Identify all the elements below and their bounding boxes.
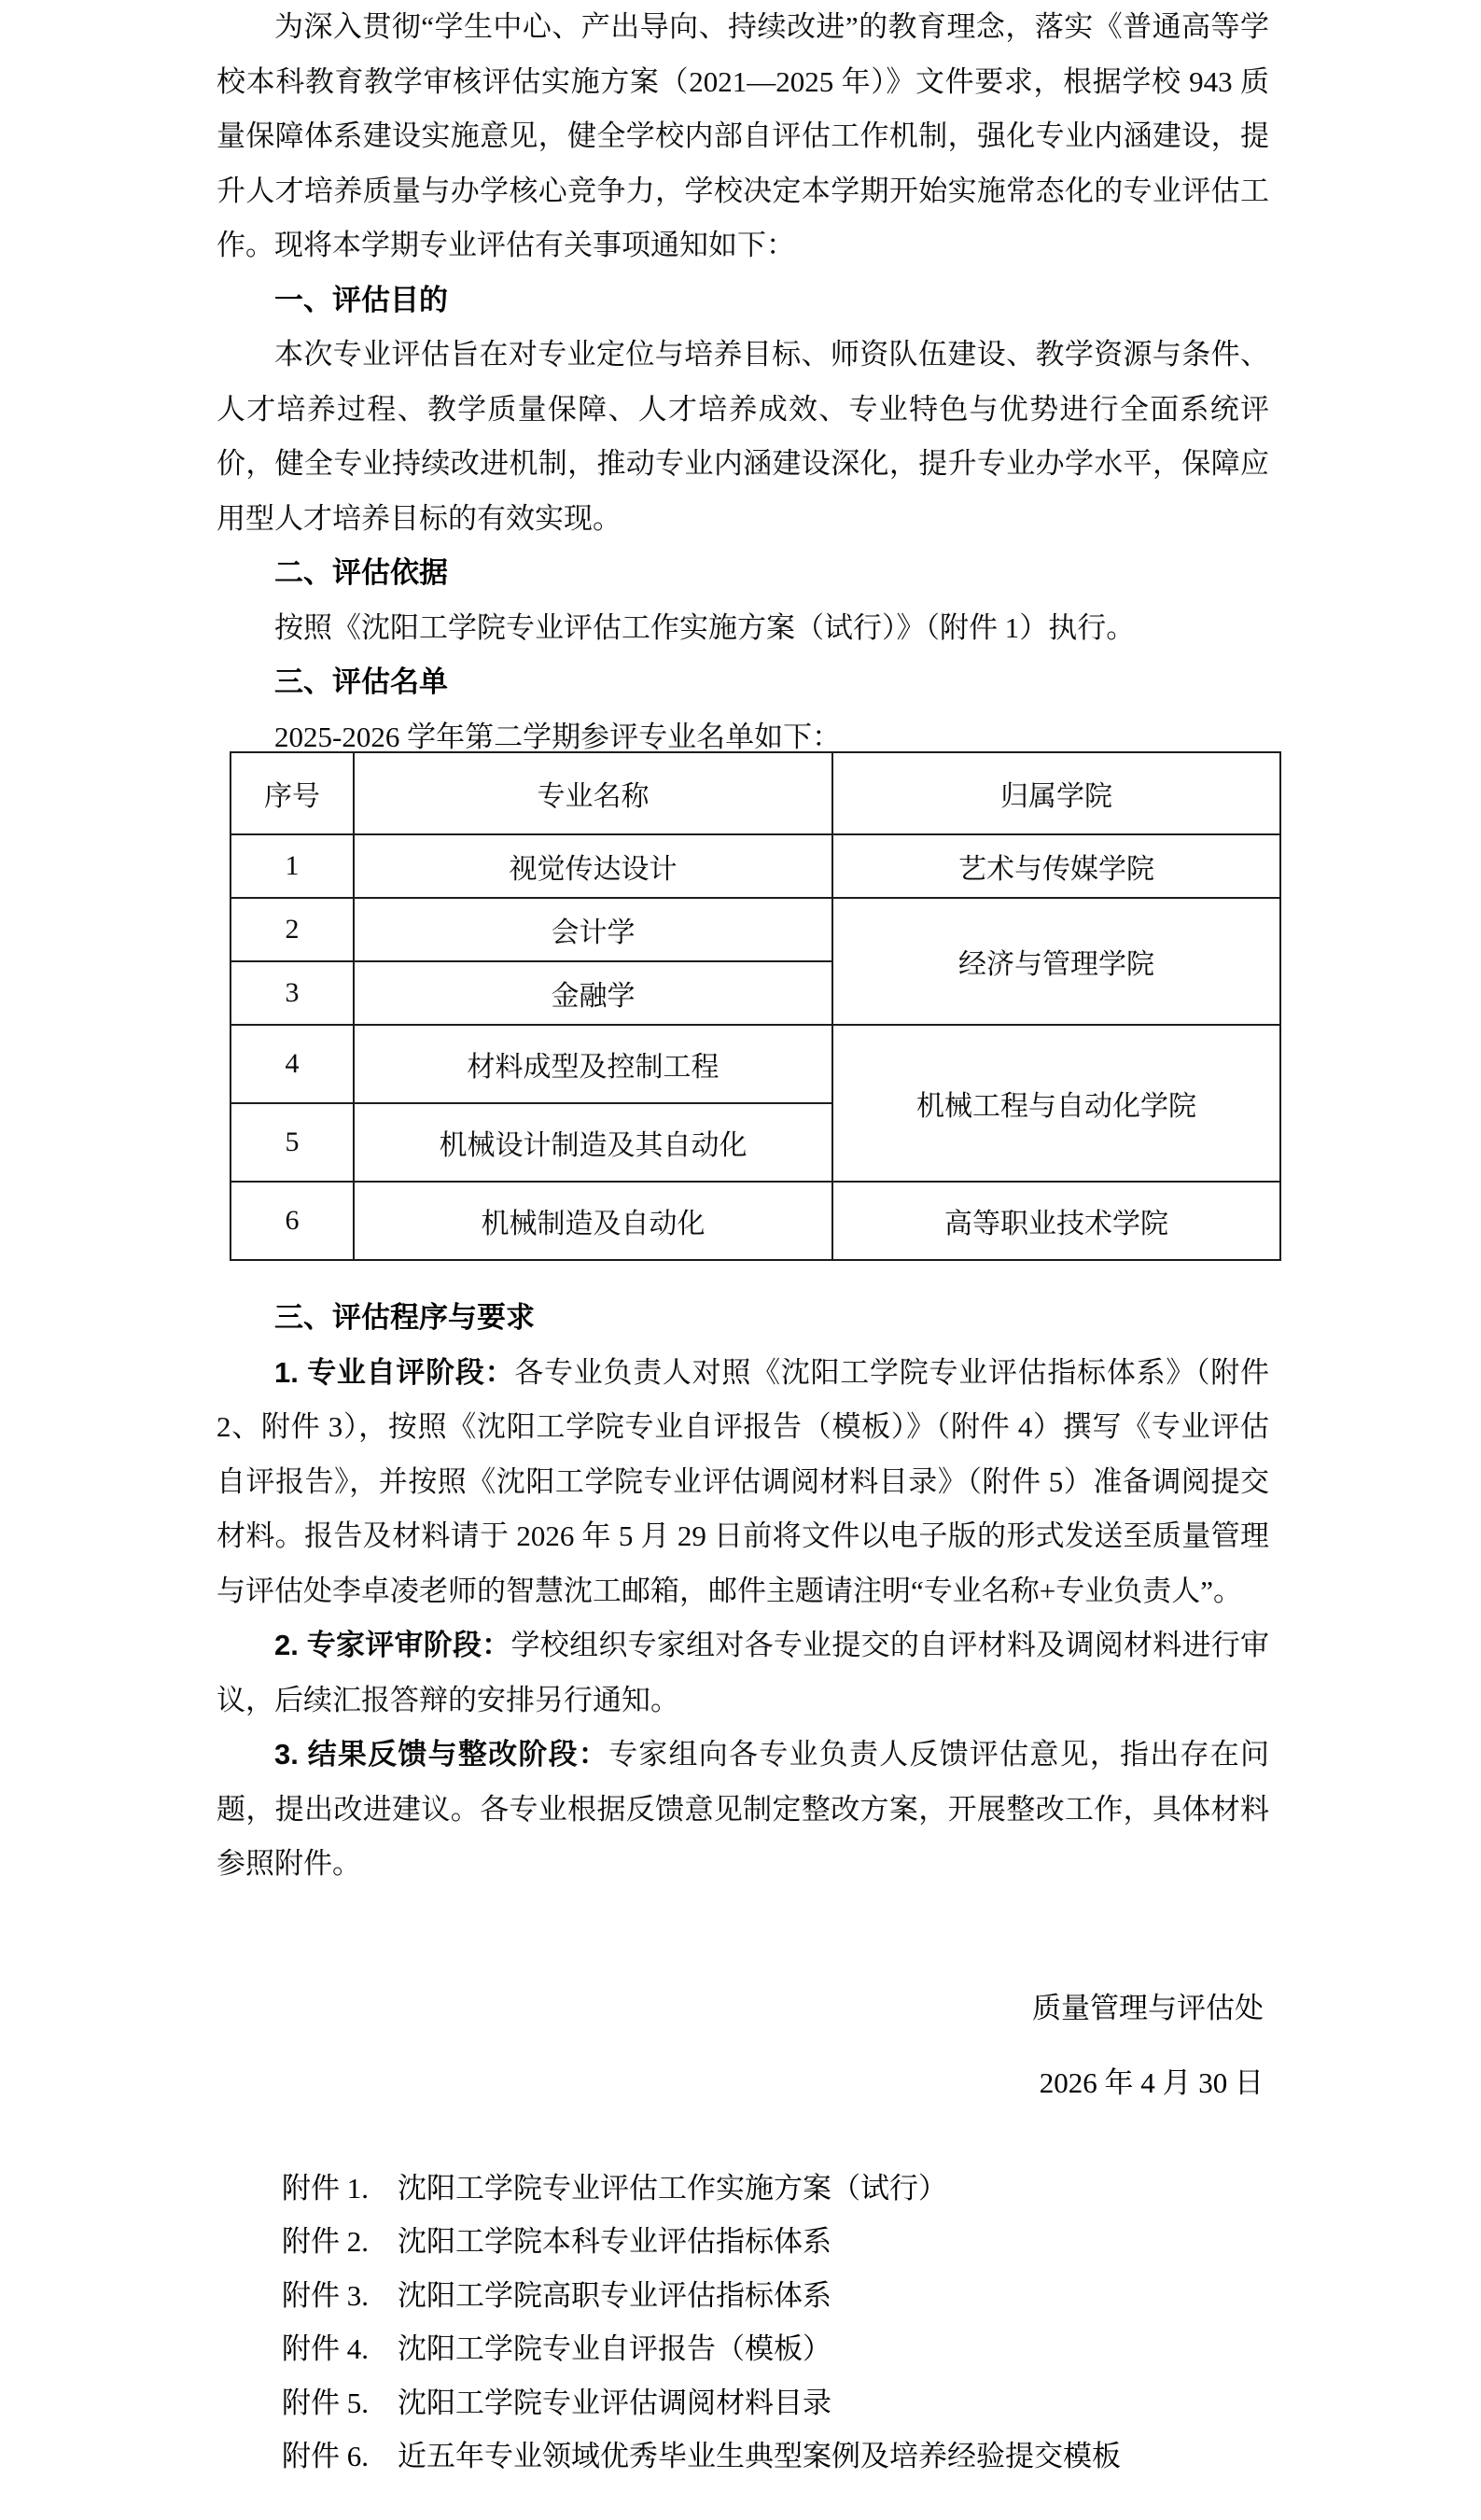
section-4-heading: 三、评估程序与要求 <box>274 1301 535 1334</box>
header-cell-college: 归属学院 <box>832 752 1280 834</box>
cell-no: 4 <box>231 1025 354 1103</box>
attachment-item-1: 附件 1. 沈阳工学院专业评估工作实施方案（试行） <box>282 2171 947 2205</box>
attachment-item-6: 附件 6. 近五年专业领域优秀毕业生典型案例及培养经验提交模板 <box>282 2440 1121 2472</box>
cell-no: 6 <box>231 1182 354 1260</box>
table-row-2 <box>231 898 1280 961</box>
section-2-body: 按照《沈阳工学院专业评估工作实施方案（试行）》（附件 1）执行。 <box>274 610 1136 644</box>
section-1-heading: 一、评估目的 <box>274 283 448 316</box>
cell-major: 视觉传达设计 <box>354 834 832 898</box>
cell-major: 机械制造及自动化 <box>354 1182 832 1260</box>
attachment-item-3: 附件 3. 沈阳工学院高职专业评估指标体系 <box>282 2278 831 2312</box>
cell-major: 金融学 <box>354 961 832 1025</box>
table-row-4 <box>231 1025 1280 1103</box>
signature-department: 质量管理与评估处 <box>1032 1991 1264 2024</box>
cell-major: 会计学 <box>354 898 832 961</box>
phase-1-label: 1. 专业自评阶段： <box>274 1355 515 1389</box>
cell-college: 高等职业技术学院 <box>832 1182 1280 1260</box>
section-3-heading: 三、评估名单 <box>274 665 448 698</box>
phase-2-text: 学校组织专家组对各专业提交的自评材料及调阅材料进行审议，后续汇报答辩的安排另行通知。 <box>217 1629 1270 1716</box>
intro-paragraph: 为深入贯彻“学生中心、产出导向、持续改进”的教育理念，落实《普通高等学校本科教育教学审核评估实施方案（2021—2025 年）》文件要求，根据学校 943 质量保障体系建设实施意见，健全学校内部自评估工作机制，强化专业内涵建设，提升人才培养质量与办学核心竞争力，学校决定本学期开始实施常态化的专业评估工作。现将本学期专业评估有关事项通知如下： <box>217 10 1269 261</box>
cell-major: 机械设计制造及其自动化 <box>354 1103 832 1182</box>
table-header-row <box>231 752 1280 834</box>
cell-college-merged: 经济与管理学院 <box>832 898 1280 1025</box>
procedure-item-2 <box>217 1618 1269 1728</box>
phase-2-label: 2. 专家评审阶段： <box>274 1629 511 1661</box>
section-1-body: 本次专业评估旨在对专业定位与培养目标、师资队伍建设、教学资源与条件、人才培养过程、教学质量保障、人才培养成效、专业特色与优势进行全面系统评价，健全专业持续改进机制，推动专业内涵建设深化，提升专业办学水平，保障应用型人才培养目标的有效实现。 <box>217 338 1269 535</box>
cell-no: 3 <box>231 961 354 1025</box>
attachment-item-4: 附件 4. 沈阳工学院专业自评报告（模板） <box>282 2332 831 2365</box>
signature-date: 2026 年 4 月 30 日 <box>1039 2065 1264 2099</box>
phase-3-text: 专家组向各专业负责人反馈评估意见，指出存在问题，提出改进建议。各专业根据反馈意见制定整改方案，开展整改工作，具体材料参照附件。 <box>217 1738 1270 1880</box>
phase-3-label: 3. 结果反馈与整改阶段： <box>274 1738 609 1771</box>
cell-college: 艺术与传媒学院 <box>832 834 1280 898</box>
table-row-6 <box>231 1182 1280 1260</box>
majors-table <box>230 751 1281 1261</box>
cell-no: 5 <box>231 1103 354 1182</box>
header-cell-index: 序号 <box>231 752 354 834</box>
section-3-lead: 2025-2026 学年第二学期参评专业名单如下： <box>274 720 842 753</box>
attachment-item-5: 附件 5. 沈阳工学院专业评估调阅材料目录 <box>282 2386 831 2419</box>
procedure-item-3 <box>217 1728 1269 1892</box>
attachments-list <box>217 2162 1269 2484</box>
section-2-heading: 二、评估依据 <box>274 556 448 589</box>
procedure-item-1 <box>217 1346 1269 1619</box>
phase-1-text: 各专业负责人对照《沈阳工学院专业评估指标体系》（附件 2、附件 3），按照《沈阳工学院专业自评报告（模板）》（附件 4）撰写《专业评估自评报告》，并按照《沈阳工学院专业评估调阅材料目录》（附件 5）准备调阅提交材料。报告及材料请于 2026 年 5 月 29 日前将文件以电子版的形式发送至质量管理与评估处李卓凌老师的智慧沈工邮箱，邮件主题请注明“专业名称+专业负责人”。 <box>217 1355 1269 1607</box>
document-content <box>217 0 1269 2484</box>
header-cell-major: 专业名称 <box>354 752 832 834</box>
cell-major: 材料成型及控制工程 <box>354 1025 832 1103</box>
cell-college-merged: 机械工程与自动化学院 <box>832 1025 1280 1182</box>
attachment-item-2: 附件 2. 沈阳工学院本科专业评估指标体系 <box>282 2225 831 2258</box>
cell-no: 1 <box>231 834 354 898</box>
table-row-1 <box>231 834 1280 898</box>
signature-block <box>217 1971 1269 2121</box>
cell-no: 2 <box>231 898 354 961</box>
